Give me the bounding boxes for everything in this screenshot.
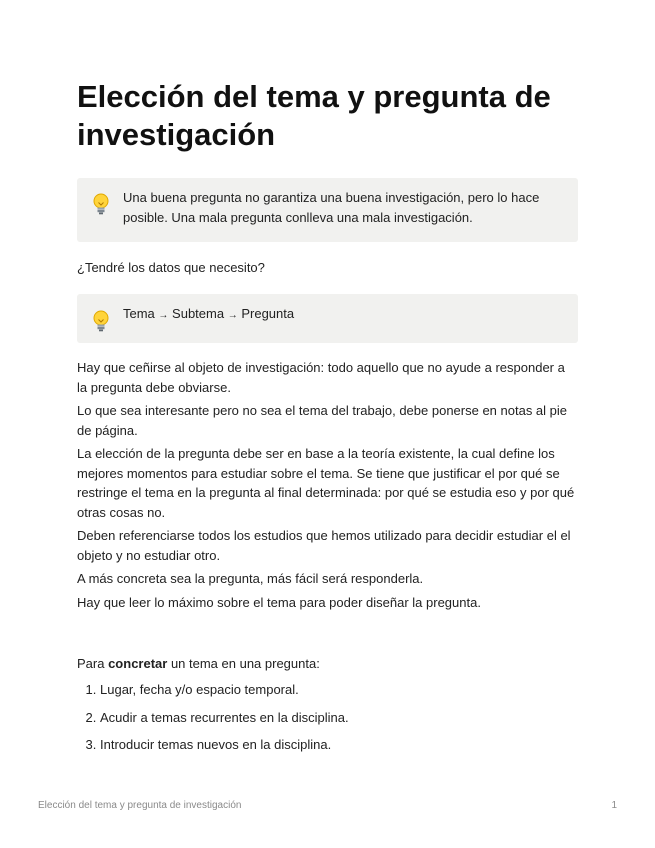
paragraph: Hay que ceñirse al objeto de investigación: todo aquello que no ayude a responder a la pregunta debe obviarse. <box>77 360 565 395</box>
body-paragraphs <box>77 358 577 616</box>
callout-sequence <box>77 294 578 343</box>
list-item: 3. Introducir temas nuevos en la disciplina. <box>100 735 600 755</box>
sequence-text <box>123 304 562 326</box>
footer-title: Elección del tema y pregunta de investigación <box>38 800 242 811</box>
lightbulb-icon <box>92 193 110 217</box>
paragraph: A más concreta sea la pregunta, más fácil será responderla. <box>77 571 424 586</box>
concretar-suffix: un tema en una pregunta: <box>167 656 320 671</box>
question-text: ¿Tendré los datos que necesito? <box>77 260 265 275</box>
list-item: 1. Lugar, fecha y/o espacio temporal. <box>100 680 600 700</box>
callout-text: Una buena pregunta no garantiza una buena investigación, pero lo hace posible. Una mala pregunta conlleva una mala investigación. <box>123 190 540 225</box>
lightbulb-icon <box>92 310 110 334</box>
callout-quote <box>77 178 578 242</box>
concretar-prefix: Para <box>77 656 109 671</box>
paragraph: La elección de la pregunta debe ser en base a la teoría existente, la cual define los mejores momentos para estudiar sobre el tema. Se tiene que justificar el por qué se restringe el tema en la pregunta al final determinada: por qué se estudia eso y por qué otras cosas no. <box>77 446 575 520</box>
page-number: 1 <box>611 800 617 811</box>
concretar-bold: concretar <box>108 656 168 671</box>
paragraph: Lo que sea interesante pero no sea el tema del trabajo, debe ponerse en notas al pie de página. <box>77 403 568 438</box>
paragraph: Deben referenciarse todos los estudios que hemos utilizado para decidir estudiar el el objeto y no estudiar otro. <box>77 528 571 563</box>
steps-list <box>77 680 600 763</box>
list-item: 2. Acudir a temas recurrentes en la disciplina. <box>100 708 600 728</box>
sequence-part-pregunta: Pregunta <box>241 306 295 321</box>
sequence-part-tema: Tema <box>123 306 155 321</box>
arrow-right-icon: → <box>158 310 169 321</box>
page-title: Elección del tema y pregunta de investigación <box>77 79 551 152</box>
paragraph: Hay que leer lo máximo sobre el tema para poder diseñar la pregunta. <box>77 594 481 610</box>
sequence-part-subtema: Subtema <box>172 306 225 321</box>
concretar-intro <box>77 654 577 674</box>
arrow-right-icon: → <box>227 310 238 321</box>
